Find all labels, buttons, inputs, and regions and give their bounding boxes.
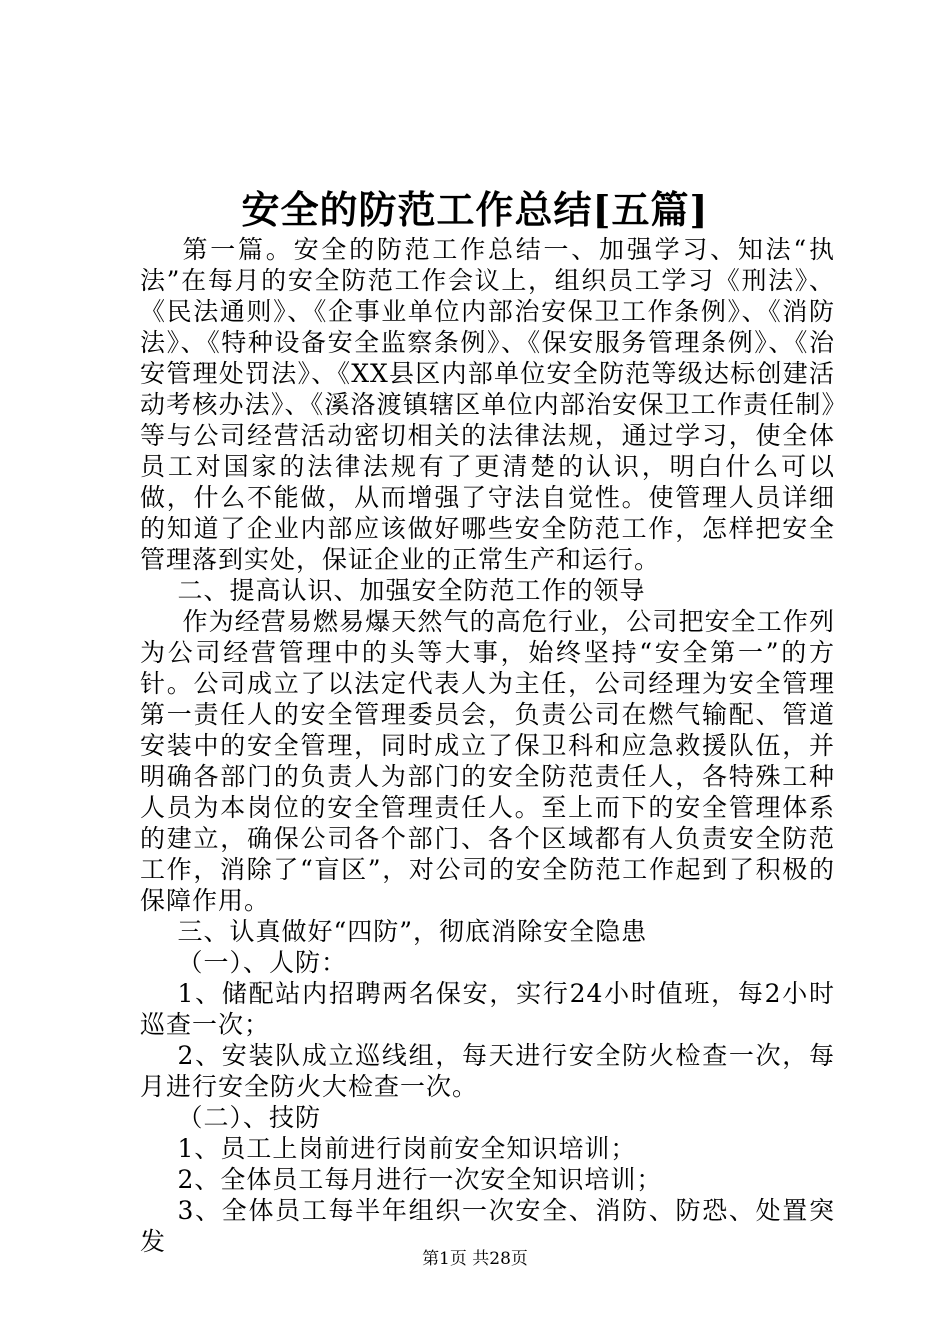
list-item: 1、储配站内招聘两名保安，实行24小时值班，每2小时巡查一次； — [140, 979, 835, 1039]
list-item: 2、全体员工每月进行一次安全知识培训； — [177, 1165, 663, 1194]
section-heading-3: 三、认真做好“四防”，彻底消除安全隐患 — [177, 917, 648, 946]
subsection-heading-personnel: （一）、人防： — [177, 948, 348, 977]
paragraph-intro: 第一篇。安全的防范工作总结一、加强学习、知法“执法”在每月的安全防范工作会议上，组织员工学习《刑法》、《民法通则》、《企事业单位内部治安保卫工作条例》、《消防法》、《特种设备安全监察条例》、《保安服务管理条例》、《治安管理处罚法》、《XX县区内部单位安全防范等级达标创建活动考核办法》、《溪洛渡镇辖区单位内部治安保卫工作责任制》等与公司经营活动密切相关的法律法规，通过学习，使全体员工对国家的法律法规有了更清楚的认识，明白什么可以做，什么不能做，从而增强了守法自觉性。使管理人员详细的知道了企业内部应该做好哪些安全防范工作，怎样把安全管理落到实处，保证企业的正常生产和运行。 — [140, 235, 835, 574]
list-item: 2、安装队成立巡线组，每天进行安全防火检查一次，每月进行安全防火大检查一次。 — [140, 1041, 835, 1101]
section-heading-2: 二、提高认识、加强安全防范工作的领导 — [177, 576, 646, 605]
paragraph-leadership: 作为经营易燃易爆天然气的高危行业，公司把安全工作列为公司经营管理中的头等大事，始终坚持“安全第一”的方针。公司成立了以法定代表人为主任，公司经理为安全管理第一责任人的安全管理委员会，负责公司在燃气输配、管道安装中的安全管理，同时成立了保卫科和应急救援队伍，并明确各部门的负责人为部门的安全防范责任人，各特殊工种人员为本岗位的安全管理责任人。至上而下的安全管理体系的建立，确保公司各个部门、各个区域都有人负责安全防范工作，消除了“盲区”，对公司的安全防范工作起到了积极的保障作用。 — [140, 607, 835, 915]
document-title: 安全的防范工作总结[五篇] — [241, 187, 709, 232]
subsection-heading-technical: （二）、技防 — [177, 1103, 322, 1132]
list-item: 1、员工上岗前进行岗前安全知识培训； — [177, 1134, 637, 1163]
document-body — [140, 234, 835, 1257]
page-number: 第1页 共28页 — [422, 1249, 528, 1269]
list-item: 3、全体员工每半年组织一次安全、消防、防恐、处置突发 — [140, 1196, 835, 1256]
